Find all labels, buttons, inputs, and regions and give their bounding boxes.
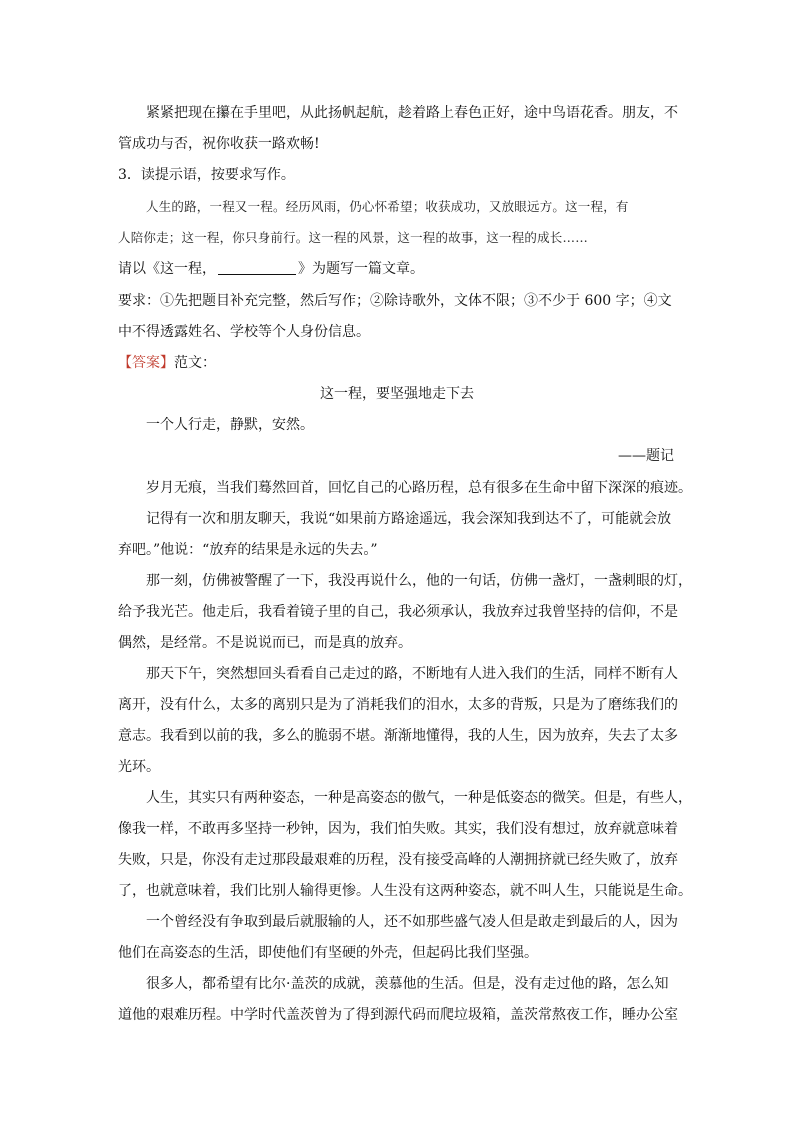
answer-label: 【答案】 [118, 355, 174, 371]
intro-line-2: 管成功与否，祝你收获一路欢畅! [118, 136, 320, 152]
essay-line: 那天下午，突然想回头看看自己走过的路，不断地有人进入我们的生活，同样不断有人 [146, 666, 678, 682]
task-line [118, 260, 424, 278]
prompt-line-2: 人陪你走；这一程，你只身前行。这一程的风景，这一程的故事，这一程的成长…… [118, 230, 588, 245]
essay-line: 很多人，都希望有比尔·盖茨的成就，羡慕他的生活。但是，没有走过他的路，怎么知 [146, 976, 669, 992]
essay-line: 一个曾经没有争取到最后就服输的人，还不如那些盛气凌人但是敢走到最后的人，因为 [146, 914, 678, 930]
answer-label-line [118, 354, 216, 372]
essay-line: 他们在高姿态的生活，即使他们有坚硬的外壳，但起码比我们坚强。 [118, 945, 538, 961]
task-prefix: 请以《这一程， [118, 261, 216, 277]
essay-line: 光环。 [118, 759, 160, 775]
epigraph: 一个人行走，静默，安然。 [146, 417, 314, 433]
intro-line-1: 紧紧把现在攥在手里吧，从此扬帆起航，趁着路上春色正好，途中鸟语花香。朋友，不 [146, 105, 678, 121]
requirement-line-1: 要求：①先把题目补充完整，然后写作；②除诗歌外，文体不限；③不少于 600 字；④文 [118, 293, 672, 309]
essay-line: 记得有一次和朋友聊天，我说“如果前方路途遥远，我会深知我到达不了，可能就会放 [146, 511, 672, 527]
epigraph-attribution: ——题记 [618, 448, 674, 464]
essay-line: 岁月无痕，当我们蓦然回首，回忆自己的心路历程，总有很多在生命中留下深深的痕迹。 [146, 480, 692, 496]
essay-line: 失败，只是，你没有走过那段最艰难的历程，没有接受高峰的人潮拥挤就已经失败了，放弃 [118, 852, 678, 868]
essay-line: 像我一样，不敢再多坚持一秒钟，因为，我们怕失败。其实，我们没有想过，放弃就意味着 [118, 821, 678, 837]
task-suffix: 》为题写一篇文章。 [298, 261, 424, 277]
essay-line: 弃吧。”他说：“放弃的结果是永远的失去。” [118, 542, 378, 558]
requirement-line-2: 中不得透露姓名、学校等个人身份信息。 [118, 324, 370, 340]
question-title: 3．读提示语，按要求写作。 [118, 167, 295, 183]
essay-line: 给予我光芒。他走后，我看着镜子里的自己，我必须承认，我放弃过我曾坚持的信仰，不是 [118, 604, 678, 620]
title-blank [218, 260, 296, 275]
essay-title: 这一程，要坚强地走下去 [320, 386, 474, 402]
essay-line: 那一刻，仿佛被警醒了一下，我没再说什么，他的一句话，仿佛一盏灯，一盏刺眼的灯， [146, 573, 692, 589]
essay-line: 偶然，是经常。不是说说而已，而是真的放弃。 [118, 635, 412, 651]
essay-line: 了，也就意味着，我们比别人输得更惨。人生没有这两种姿态，就不叫人生，只能说是生命。 [118, 883, 692, 899]
answer-label-suffix: 范文： [174, 355, 216, 371]
essay-line: 意志。我看到以前的我，多么的脆弱不堪。渐渐地懂得，我的人生，因为放弃，失去了太多 [118, 728, 678, 744]
essay-line: 道他的艰难历程。中学时代盖茨曾为了得到源代码而爬垃圾箱，盖茨常熬夜工作，睡办公室 [118, 1007, 678, 1023]
prompt-line-1: 人生的路，一程又一程。经历风雨，仍心怀希望；收获成功，又放眼远方。这一程，有 [146, 199, 629, 214]
essay-line: 离开，没有什么，太多的离别只是为了消耗我们的泪水，太多的背叛，只是为了磨练我们的 [118, 697, 678, 713]
essay-line: 人生，其实只有两种姿态，一种是高姿态的傲气，一种是低姿态的微笑。但是，有些人， [146, 790, 692, 806]
